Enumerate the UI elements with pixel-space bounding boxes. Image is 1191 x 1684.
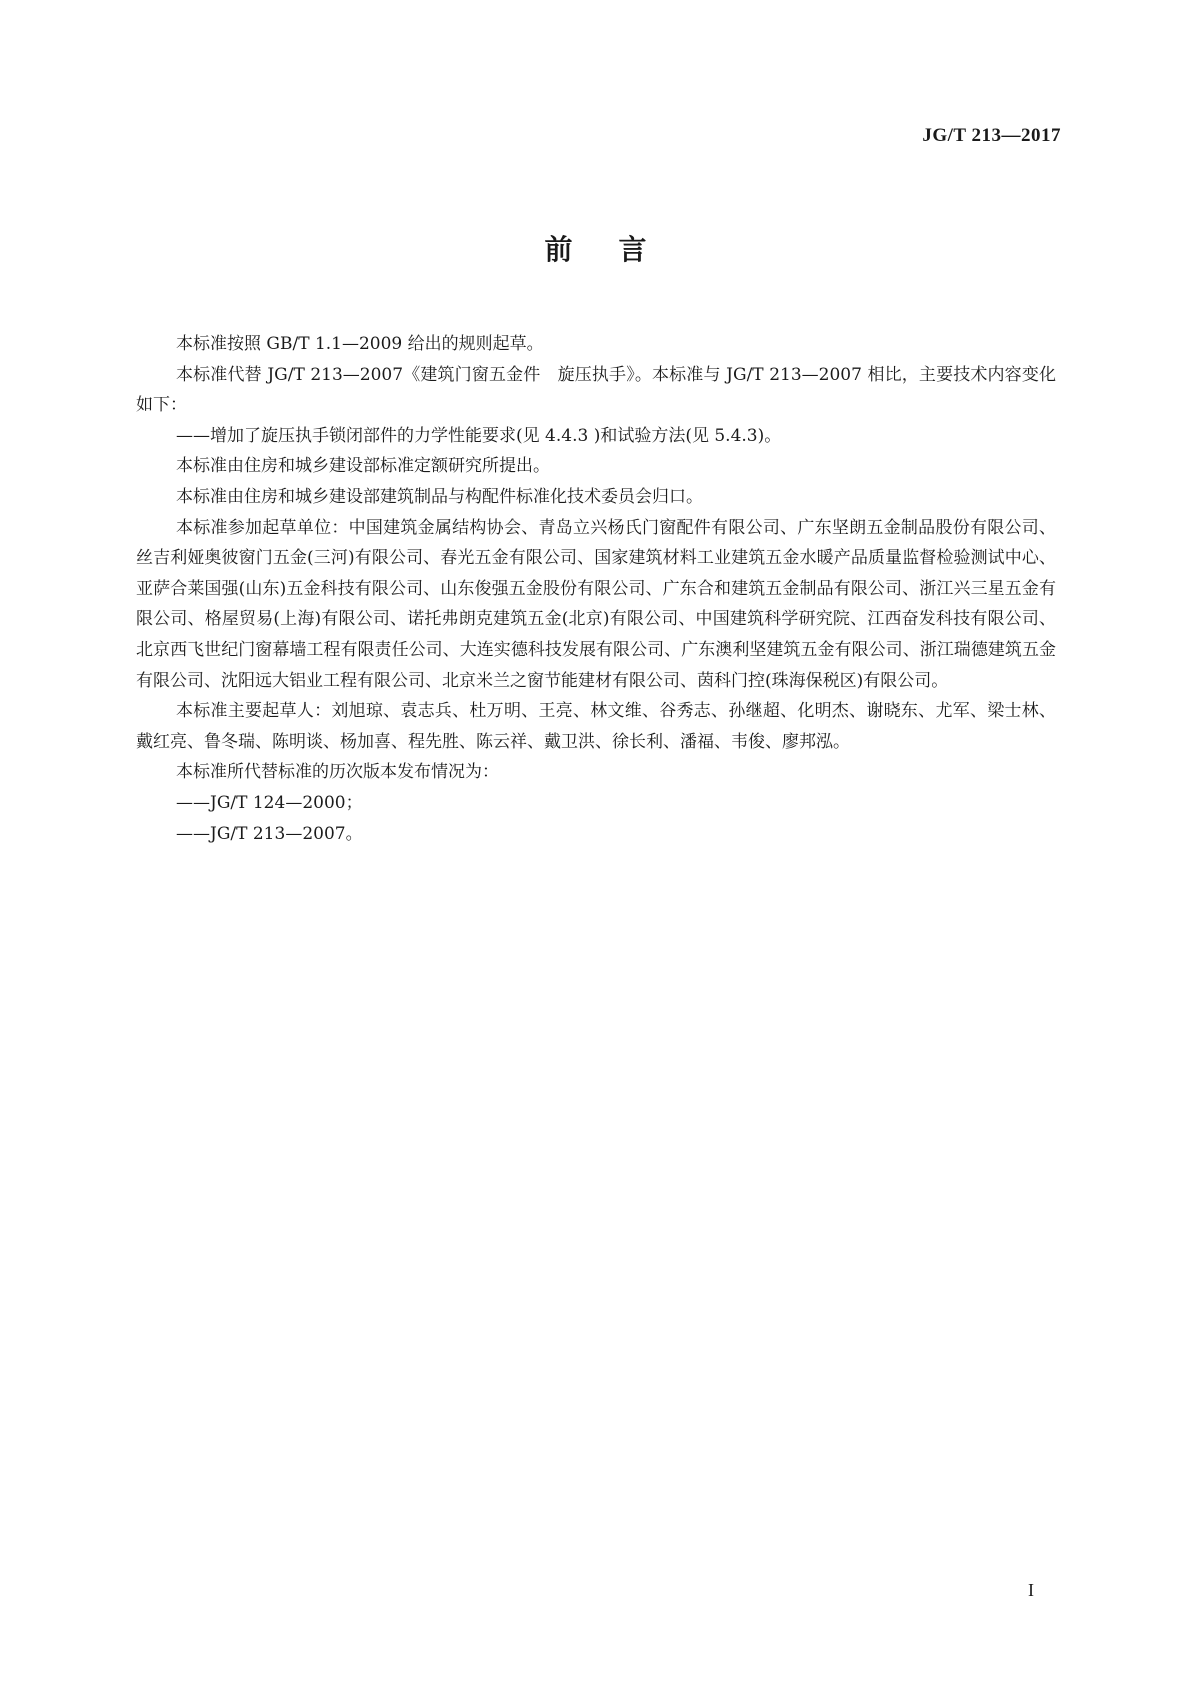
- drafting-units: 本标准参加起草单位：中国建筑金属结构协会、青岛立兴杨氏门窗配件有限公司、广东坚朗五金制品股份有限公司、丝吉利娅奥彼窗门五金(三河)有限公司、春光五金有限公司、国家建筑材料工业建筑五金水暖产品质量监督检验测试中心、亚萨合莱国强(山东)五金科技有限公司、山东俊强五金股份有限公司、广东合和建筑五金制品有限公司、浙江兴三星五金有限公司、格屋贸易(上海)有限公司、诺托弗朗克建筑五金(北京)有限公司、中国建筑科学研究院、江西奋发科技有限公司、北京西飞世纪门窗幕墙工程有限责任公司、大连实德科技发展有限公司、广东澳利坚建筑五金有限公司、浙江瑞德建筑五金有限公司、沈阳远大铝业工程有限公司、北京米兰之窗节能建材有限公司、茵科门控(珠海保税区)有限公司。: [136, 517, 1056, 691]
- change-item: ——增加了旋压执手锁闭部件的力学性能要求(见 4.4.3 )和试验方法(见 5.4.3)。: [176, 425, 782, 446]
- page-title: 前言: [544, 233, 693, 266]
- replacement-statement: 本标准代替 JG/T 213—2007《建筑门窗五金件 旋压执手》。本标准与 JG/T 213—2007 相比，主要技术内容变化如下：: [136, 364, 1056, 416]
- standard-code: JG/T 213—2017: [922, 125, 1061, 146]
- previous-edition-item: ——JG/T 213—2007。: [176, 823, 363, 844]
- foreword-body: [136, 329, 1056, 849]
- committee-statement: 本标准由住房和城乡建设部建筑制品与构配件标准化技术委员会归口。: [176, 486, 703, 507]
- drafters: 本标准主要起草人：刘旭琼、袁志兵、杜万明、王亮、林文维、谷秀志、孙继超、化明杰、谢晓东、尤军、梁士林、戴红亮、鲁冬瑞、陈明谈、杨加喜、程先胜、陈云祥、戴卫洪、徐长利、潘福、韦俊、廖邦泓。: [136, 701, 1056, 752]
- rule-statement: 本标准按照 GB/T 1.1—2009 给出的规则起草。: [176, 334, 544, 354]
- proposer-statement: 本标准由住房和城乡建设部标准定额研究所提出。: [176, 456, 550, 477]
- previous-edition-item: ——JG/T 124—2000；: [176, 792, 363, 813]
- previous-editions-intro: 本标准所代替标准的历次版本发布情况为：: [176, 762, 499, 783]
- page-number: I: [1028, 1580, 1034, 1600]
